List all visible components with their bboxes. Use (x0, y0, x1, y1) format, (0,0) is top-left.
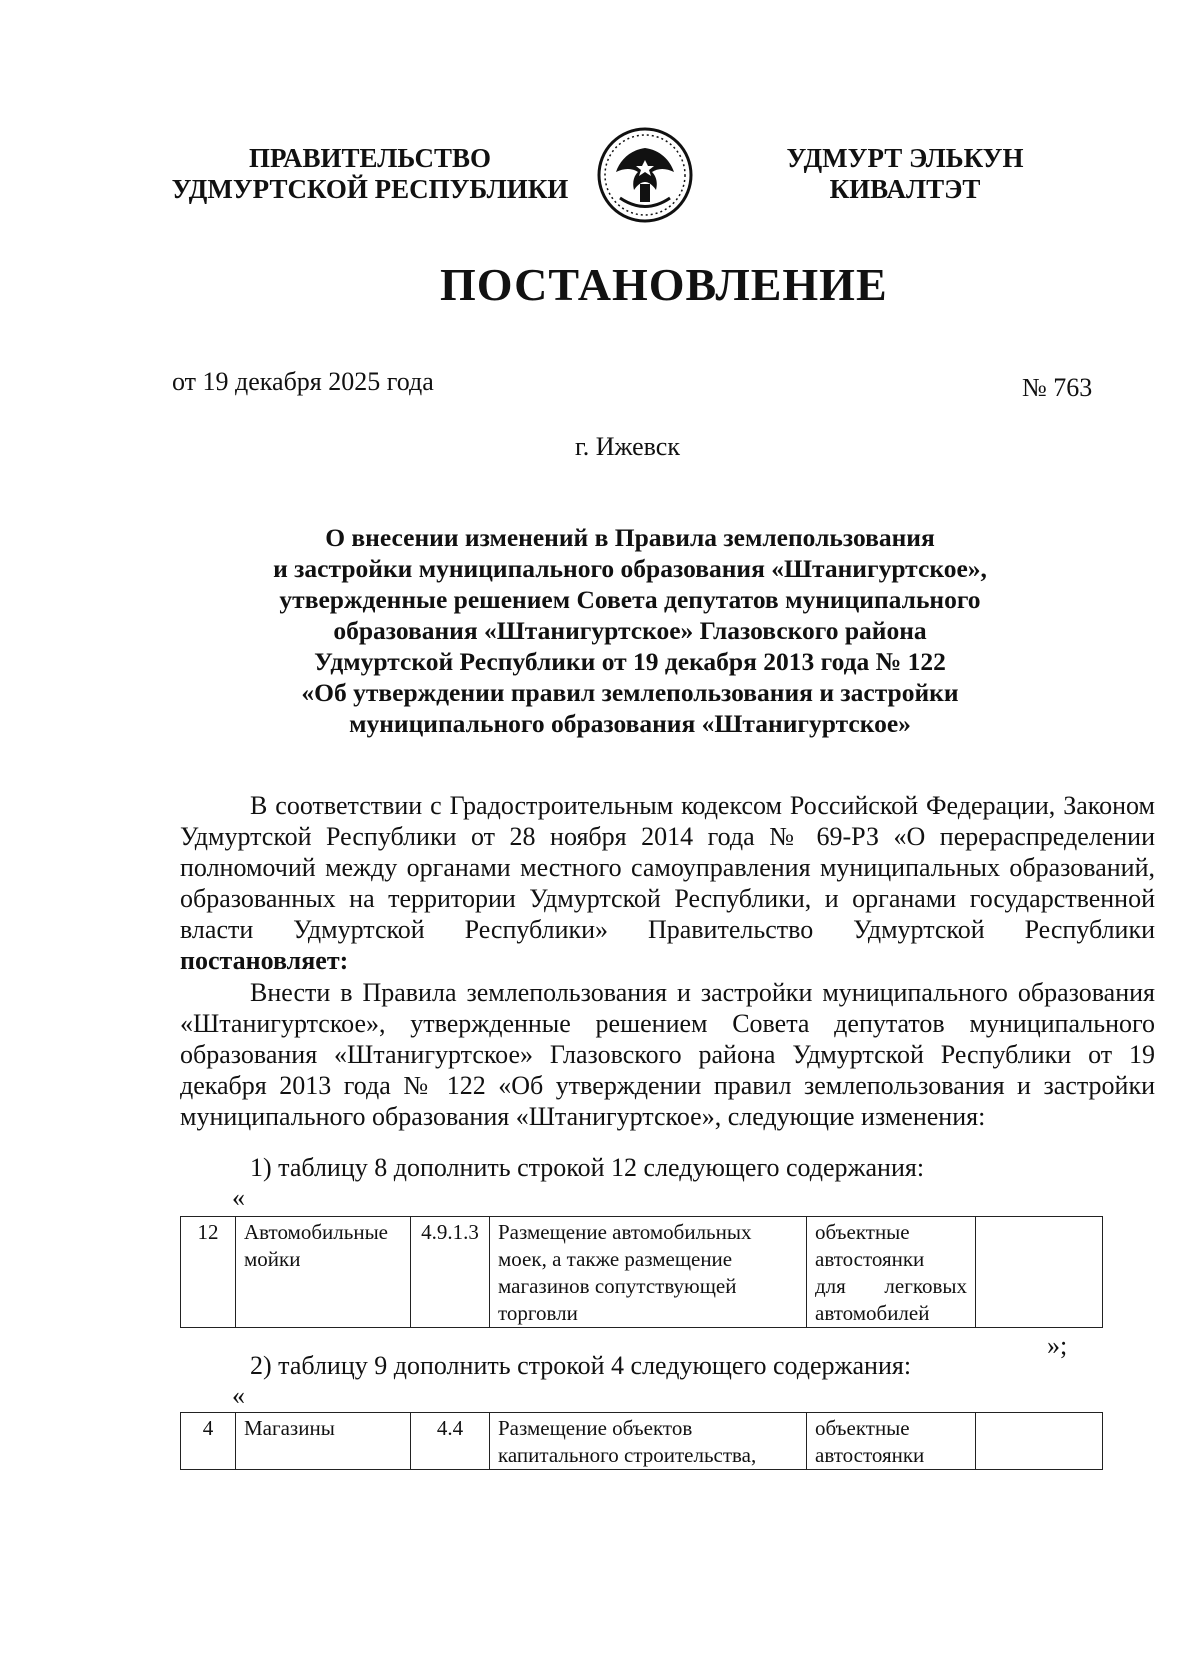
amendment-paragraph: Внести в Правила землепользования и застройки муниципального образования «Штанигуртское», утвержденные решением Совета депутатов муниципального образования «Штанигуртское» Глазовского района Удмуртской Республики от 19 декабря 2013 года № 122 «Об утверждении правил землепользования и застройки муниципального образования «Штанигуртское», следующие изменения: (180, 978, 1155, 1131)
row-description (490, 1413, 807, 1470)
subject-line: Удмуртской Республики от 19 декабря 2013 года № 122 (314, 647, 946, 676)
subject-line: и застройки муниципального образования «Штанигуртское», (273, 554, 987, 583)
table-9-row-4 (180, 1412, 1103, 1470)
row-number: 12 (181, 1217, 236, 1328)
row-parking-line: автомобилей (815, 1301, 930, 1325)
org-name-russian-line1: ПРАВИТЕЛЬСТВО (248, 143, 492, 173)
amendment-item-2: 2) таблицу 9 дополнить строкой 4 следующего содержания: (250, 1351, 912, 1380)
preamble-text: В соответствии с Градостроительным кодексом Российской Федерации, Законом Удмуртской Республики от 28 ноября 2014 года № 69-РЗ «О перераспределении полномочий между органами местного самоуправления муниципальных образований, образованных на территории Удмуртской Республики, и органами государственной власти Удмуртской Республики» Правительство Удмуртской Республики (180, 791, 1155, 944)
table-8-row-12 (180, 1216, 1103, 1328)
row-parking-line: для легковых (815, 1274, 967, 1298)
subject-line: утвержденные решением Совета депутатов муниципального (279, 585, 981, 614)
row-parking-line: объектные (815, 1416, 910, 1440)
row-parking-line: автостоянки (815, 1247, 925, 1271)
subject-line: образования «Штанигуртское» Глазовского района (333, 616, 927, 645)
row-extra (976, 1217, 1103, 1328)
org-name-udmurt-line2: КИВАЛТЭТ (829, 174, 981, 204)
table-row (181, 1413, 1103, 1470)
subject-line: О внесении изменений в Правила землепользования (325, 523, 935, 552)
org-name-russian-line2: УДМУРТСКОЙ РЕСПУБЛИКИ (171, 174, 569, 204)
document-date: от 19 декабря 2025 года (172, 367, 434, 396)
row-name: Автомобильные мойки (236, 1217, 411, 1328)
row-code: 4.4 (411, 1413, 490, 1470)
table-row (181, 1217, 1103, 1328)
document-type-title: ПОСТАНОВЛЕНИЕ (440, 259, 888, 310)
row-parking-line: автостоянки (815, 1443, 925, 1467)
document-subject (180, 522, 1080, 739)
document-city: г. Ижевск (575, 432, 680, 461)
preamble-paragraph (180, 790, 1155, 976)
row-parking (807, 1217, 976, 1328)
row-code: 4.9.1.3 (411, 1217, 490, 1328)
amendment-item-1: 1) таблицу 8 дополнить строкой 12 следующего содержания: (250, 1153, 925, 1182)
subject-line: муниципального образования «Штанигуртское» (349, 709, 911, 738)
org-name-udmurt-line1: УДМУРТ ЭЛЬКУН (786, 143, 1024, 173)
resolves-word: постановляет: (180, 946, 349, 975)
row-parking (807, 1413, 976, 1470)
document-number: № 763 (1022, 373, 1093, 402)
row-description: Размещение автомобильных моек, а также размещение магазинов сопутствующей торговли (490, 1217, 807, 1328)
subject-line: «Об утверждении правил землепользования и застройки (301, 678, 959, 707)
row-description-line: капитального строительства, (498, 1443, 757, 1467)
closing-quote-1: »; (1047, 1331, 1068, 1360)
row-name: Магазины (236, 1413, 411, 1470)
opening-quote-2: « (232, 1381, 245, 1410)
org-name-udmurt (755, 143, 1055, 205)
coat-of-arms-emblem (590, 120, 700, 230)
opening-quote-1: « (232, 1183, 245, 1212)
row-description-line: Размещение объектов (498, 1416, 693, 1440)
org-name-russian (160, 143, 580, 205)
row-parking-line: объектные (815, 1220, 910, 1244)
row-number: 4 (181, 1413, 236, 1470)
row-extra (976, 1413, 1103, 1470)
